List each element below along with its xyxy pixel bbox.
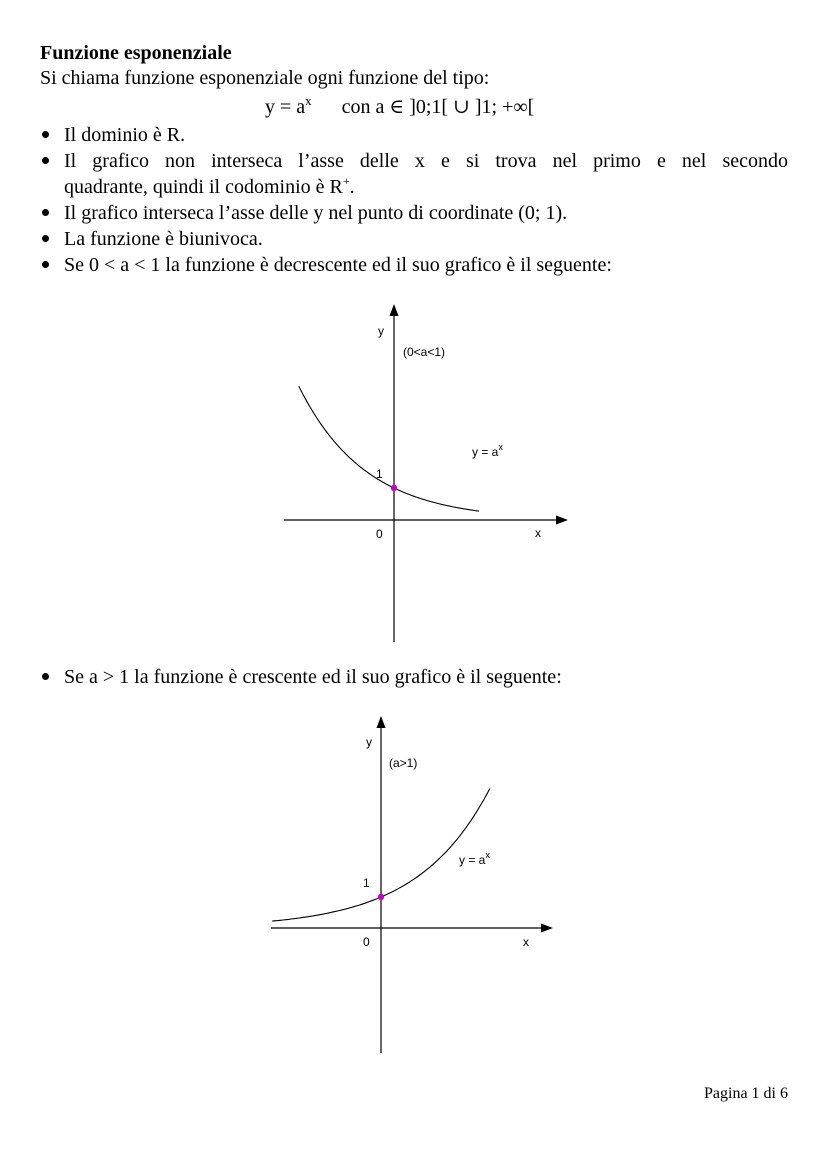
y-axis-label: y: [378, 324, 384, 338]
list-item-text: Se 0 < a < 1 la funzione è decrescente ed il suo grafico è il seguente:: [64, 254, 612, 276]
y-axis-arrow: [377, 716, 386, 728]
intercept-label: 1: [363, 876, 370, 890]
section-title: Funzione esponenziale: [40, 42, 232, 64]
intercept-label: 1: [376, 467, 383, 481]
list-item-text-cont: quadrante, quindi il codominio è R: [64, 176, 343, 198]
intro-text: Si chiama funzione esponenziale ogni funzione del tipo:: [40, 67, 490, 89]
x-axis-arrow: [541, 924, 553, 933]
list-item-text: Il grafico non interseca l’asse delle x e si trova nel primo e nel secondo: [64, 150, 788, 172]
y-axis-label: y: [366, 735, 372, 749]
page-footer: Pagina 1 di 6: [704, 1085, 788, 1102]
list-item-period: .: [349, 176, 355, 198]
formula-condition: con a ∈ ]0;1[ ∪ ]1; +∞[: [341, 96, 535, 118]
x-axis-label: x: [523, 935, 529, 949]
list-item-text: Il grafico interseca l’asse delle y nel punto di coordinate (0; 1).: [64, 202, 568, 224]
y-intercept-marker: [378, 894, 384, 900]
x-axis-label: x: [535, 526, 541, 540]
superscript-plus: +: [342, 174, 350, 188]
list-item-text: Se a > 1 la funzione è crescente ed il suo grafico è il seguente:: [64, 666, 562, 688]
origin-label: 0: [376, 527, 383, 541]
graph-title: (0<a<1): [403, 345, 446, 359]
curve-label: $y = a^x$: [472, 442, 503, 459]
list-item-text: La funzione è biunivoca.: [64, 228, 263, 250]
formula-lhs: y = a: [265, 96, 306, 118]
list-item-text: Il dominio è R.: [64, 124, 186, 146]
formula-exponent: x: [305, 93, 312, 108]
graph-title: (a>1): [389, 756, 418, 770]
origin-label: 0: [363, 935, 370, 949]
curve-label: $y = a^x$: [459, 850, 490, 867]
